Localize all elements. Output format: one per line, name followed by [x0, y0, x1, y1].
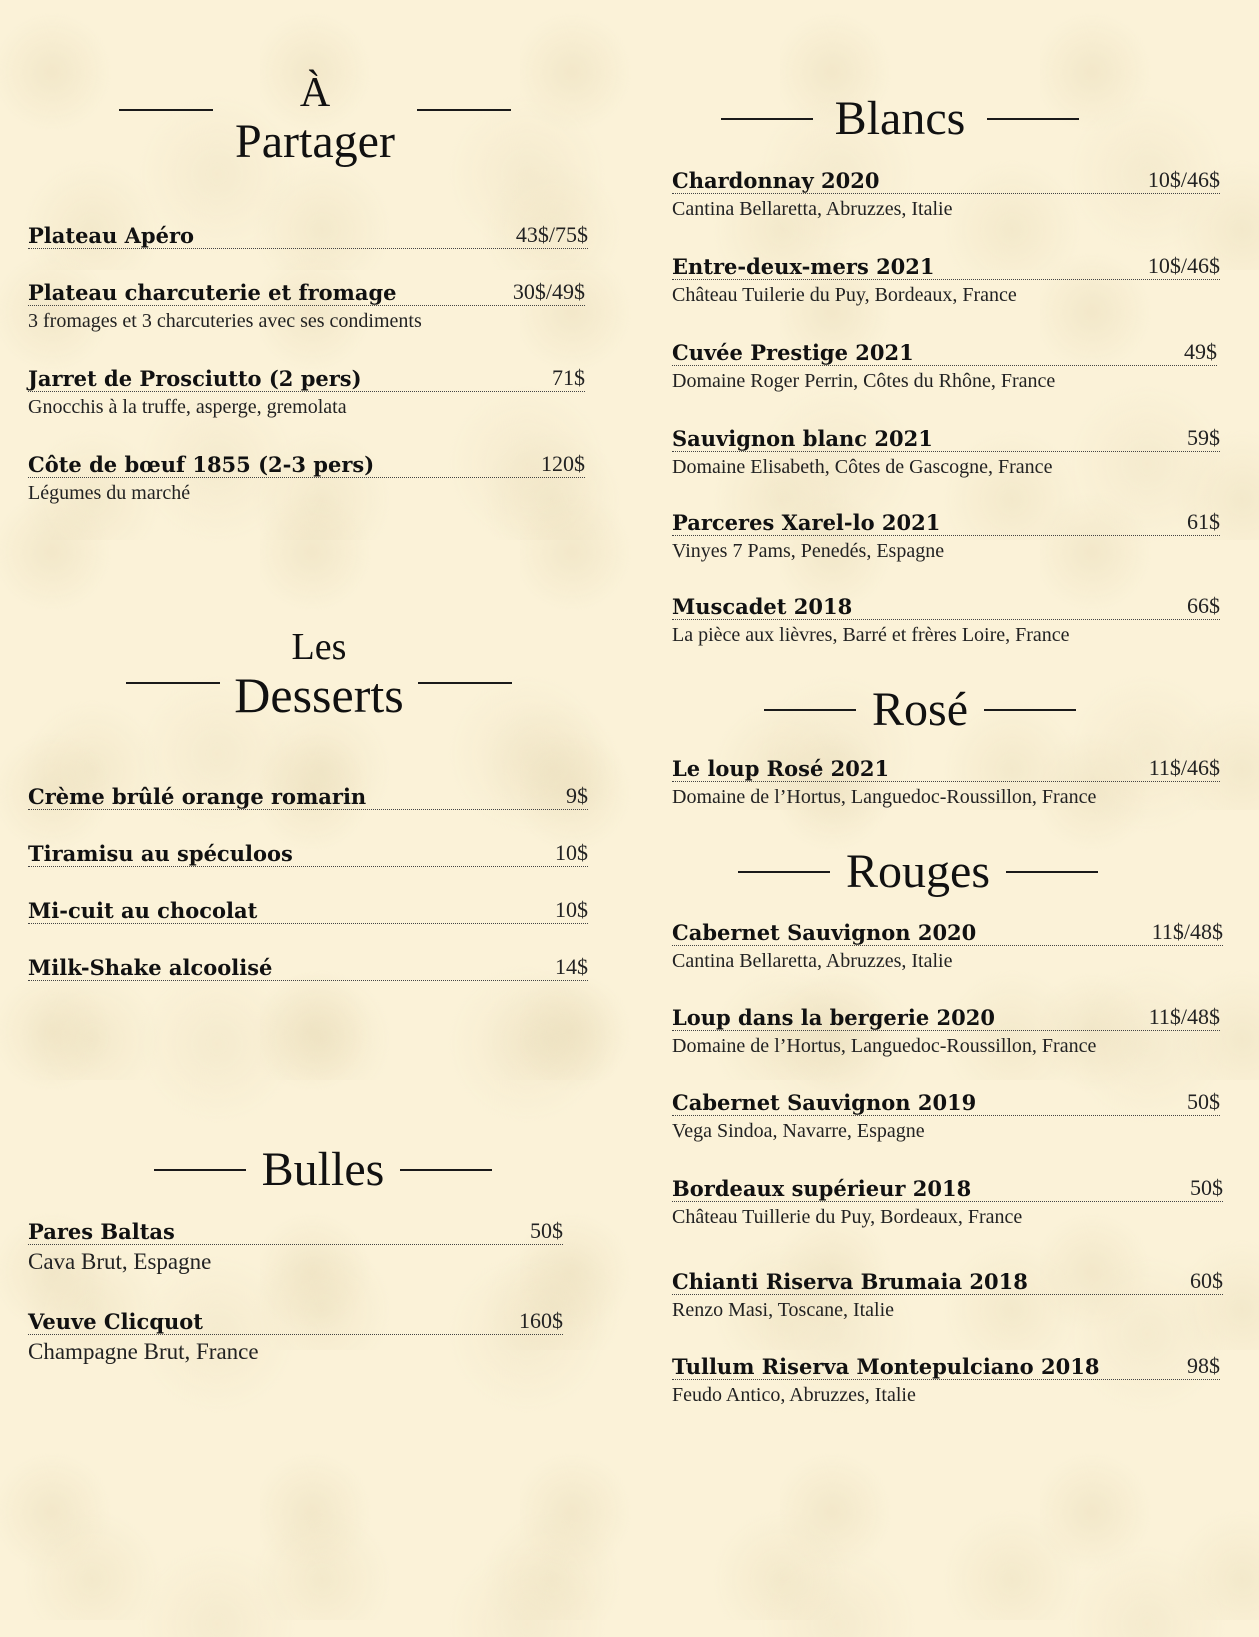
- menu-item: [28, 841, 588, 867]
- section-heading-blancs: [690, 92, 1110, 145]
- heading-rule-left: [721, 118, 813, 120]
- item-name: Cuvée Prestige 2021: [672, 340, 914, 366]
- item-name: Pares Baltas: [28, 1219, 175, 1245]
- menu-item: [672, 1269, 1223, 1321]
- item-description: Domaine Elisabeth, Côtes de Gascogne, France: [672, 456, 1053, 479]
- heading-rule-left: [738, 871, 830, 873]
- menu-item: [28, 1219, 563, 1274]
- item-name: Plateau charcuterie et fromage: [28, 280, 397, 306]
- menu-item-row: [672, 510, 1220, 536]
- section-heading-rouges: [716, 845, 1120, 898]
- item-price: 10$/46$: [1147, 253, 1220, 278]
- item-description: Feudo Antico, Abruzzes, Italie: [672, 1384, 916, 1407]
- menu-item: [672, 1090, 1220, 1142]
- item-price: 10$: [555, 897, 588, 922]
- menu-item-row: [672, 1090, 1220, 1116]
- heading-title-line1: Les: [291, 626, 347, 668]
- item-name: Entre-deux-mers 2021: [672, 254, 935, 280]
- menu-item-row: [28, 1309, 563, 1335]
- item-price: 61$: [1187, 509, 1220, 534]
- menu-item-row: [672, 594, 1220, 620]
- item-name: Cabernet Sauvignon 2019: [672, 1090, 977, 1116]
- menu-item-row: [28, 366, 585, 392]
- item-name: Milk-Shake alcoolisé: [28, 955, 273, 981]
- item-price: 160$: [519, 1308, 563, 1333]
- item-name: Mi-cuit au chocolat: [28, 898, 258, 924]
- menu-item: [672, 426, 1220, 478]
- heading-title: Blancs: [834, 92, 966, 145]
- menu-item: [672, 510, 1220, 562]
- item-price: 66$: [1187, 593, 1220, 618]
- menu-item: [672, 594, 1220, 646]
- menu-item-row: [672, 426, 1220, 452]
- heading-title: [235, 72, 395, 166]
- item-description: Château Tuilerie du Puy, Bordeaux, France: [672, 284, 1017, 307]
- item-price: 11$/46$: [1148, 755, 1220, 780]
- menu-item: [672, 756, 1220, 808]
- item-description: Château Tuillerie du Puy, Bordeaux, France: [672, 1206, 1023, 1229]
- menu-item-row: [672, 1176, 1223, 1202]
- menu-item-row: [28, 898, 588, 924]
- item-price: 50$: [1187, 1089, 1220, 1114]
- heading-title-line1: À: [299, 70, 331, 116]
- item-description: Cantina Bellaretta, Abruzzes, Italie: [672, 198, 953, 221]
- heading-rule-right: [400, 1169, 492, 1171]
- item-price: 11$/48$: [1151, 919, 1223, 944]
- heading-rule-left: [126, 682, 220, 684]
- item-name: Bordeaux supérieur 2018: [672, 1176, 972, 1202]
- menu-item-row: [672, 756, 1220, 782]
- heading-rule-right: [417, 109, 511, 111]
- menu-item-row: [672, 1269, 1223, 1295]
- menu-item: [28, 898, 588, 924]
- menu-item: [672, 1005, 1220, 1057]
- section-heading-partager: [100, 72, 530, 166]
- item-name: Crème brûlé orange romarin: [28, 784, 367, 810]
- item-name: Parceres Xarel-lo 2021: [672, 510, 941, 536]
- item-price: 59$: [1187, 425, 1220, 450]
- heading-rule-right: [1006, 871, 1098, 873]
- menu-item: [672, 340, 1217, 392]
- item-name: Côte de bœuf 1855 (2-3 pers): [28, 452, 375, 478]
- item-price: 30$/49$: [512, 279, 585, 304]
- menu-item: [672, 920, 1223, 972]
- item-description: Légumes du marché: [28, 482, 191, 505]
- heading-title: Rosé: [872, 683, 968, 736]
- item-price: 71$: [552, 365, 585, 390]
- item-price: 10$/46$: [1147, 167, 1220, 192]
- item-description: Champagne Brut, France: [28, 1339, 259, 1365]
- menu-item: [672, 1354, 1220, 1406]
- menu-item-row: [672, 1005, 1220, 1031]
- item-description: 3 fromages et 3 charcuteries avec ses condiments: [28, 310, 422, 333]
- heading-title-line2: Partager: [235, 115, 395, 168]
- item-name: Tiramisu au spéculoos: [28, 841, 293, 867]
- section-heading-desserts: [104, 626, 534, 723]
- item-price: 50$: [1190, 1175, 1223, 1200]
- menu-item-row: [28, 1219, 563, 1245]
- item-name: Plateau Apéro: [28, 223, 195, 249]
- item-price: 9$: [566, 783, 588, 808]
- item-description: Vinyes 7 Pams, Penedés, Espagne: [672, 540, 945, 563]
- menu-item: [28, 223, 588, 249]
- item-description: Renzo Masi, Toscane, Italie: [672, 1299, 895, 1322]
- item-name: Veuve Clicquot: [28, 1309, 203, 1335]
- item-price: 43$/75$: [515, 222, 588, 247]
- heading-rule-right: [418, 682, 512, 684]
- item-price: 98$: [1187, 1353, 1220, 1378]
- menu-item-row: [28, 280, 585, 306]
- item-description: Gnocchis à la truffe, asperge, gremolata: [28, 396, 347, 419]
- item-price: 49$: [1184, 339, 1217, 364]
- item-price: 50$: [530, 1218, 563, 1243]
- item-name: Chianti Riserva Brumaia 2018: [672, 1269, 1028, 1295]
- heading-rule-right: [984, 709, 1076, 711]
- menu-item-row: [28, 955, 588, 981]
- item-name: Jarret de Prosciutto (2 pers): [28, 366, 362, 392]
- item-description: Domaine de l’Hortus, Languedoc-Roussillon, France: [672, 786, 1097, 809]
- menu-item-row: [672, 1354, 1220, 1380]
- menu-item-row: [28, 452, 585, 478]
- item-price: 11$/48$: [1148, 1004, 1220, 1029]
- item-price: 60$: [1190, 1268, 1223, 1293]
- menu-item: [28, 452, 585, 504]
- menu-item: [672, 254, 1220, 306]
- item-name: Cabernet Sauvignon 2020: [672, 920, 977, 946]
- item-price: 120$: [541, 451, 585, 476]
- menu-item: [28, 1309, 563, 1364]
- heading-rule-right: [987, 118, 1079, 120]
- heading-rule-left: [119, 109, 213, 111]
- menu-item-row: [28, 784, 588, 810]
- item-description: Domaine de l’Hortus, Languedoc-Roussillon, France: [672, 1035, 1097, 1058]
- item-name: Loup dans la bergerie 2020: [672, 1005, 995, 1031]
- heading-title: Bulles: [261, 1143, 385, 1196]
- heading-title-line2: Desserts: [234, 667, 404, 723]
- menu-item: [28, 366, 585, 418]
- menu-item: [28, 784, 588, 810]
- heading-rule-left: [764, 709, 856, 711]
- menu-item-row: [672, 254, 1220, 280]
- heading-title: [234, 626, 404, 723]
- menu-item: [28, 955, 588, 981]
- item-name: Muscadet 2018: [672, 594, 853, 620]
- menu-item: [672, 1176, 1223, 1228]
- item-name: Tullum Riserva Montepulciano 2018: [672, 1354, 1100, 1380]
- section-heading-rose: [740, 683, 1100, 736]
- menu-item-row: [28, 223, 588, 249]
- menu-item-row: [672, 920, 1223, 946]
- heading-title: Rouges: [846, 845, 990, 898]
- item-description: Cava Brut, Espagne: [28, 1249, 212, 1275]
- item-price: 14$: [555, 954, 588, 979]
- item-description: Cantina Bellaretta, Abruzzes, Italie: [672, 950, 953, 973]
- menu-item: [672, 168, 1220, 220]
- menu-item-row: [28, 841, 588, 867]
- menu-item: [28, 280, 585, 332]
- menu-item-row: [672, 340, 1217, 366]
- item-name: Sauvignon blanc 2021: [672, 426, 933, 452]
- item-description: La pièce aux lièvres, Barré et frères Loire, France: [672, 624, 1070, 647]
- item-name: Le loup Rosé 2021: [672, 756, 890, 782]
- item-name: Chardonnay 2020: [672, 168, 880, 194]
- item-description: Vega Sindoa, Navarre, Espagne: [672, 1120, 925, 1143]
- item-description: Domaine Roger Perrin, Côtes du Rhône, France: [672, 370, 1056, 393]
- menu-item-row: [672, 168, 1220, 194]
- section-heading-bulles: [130, 1143, 516, 1196]
- heading-rule-left: [154, 1169, 246, 1171]
- item-price: 10$: [555, 840, 588, 865]
